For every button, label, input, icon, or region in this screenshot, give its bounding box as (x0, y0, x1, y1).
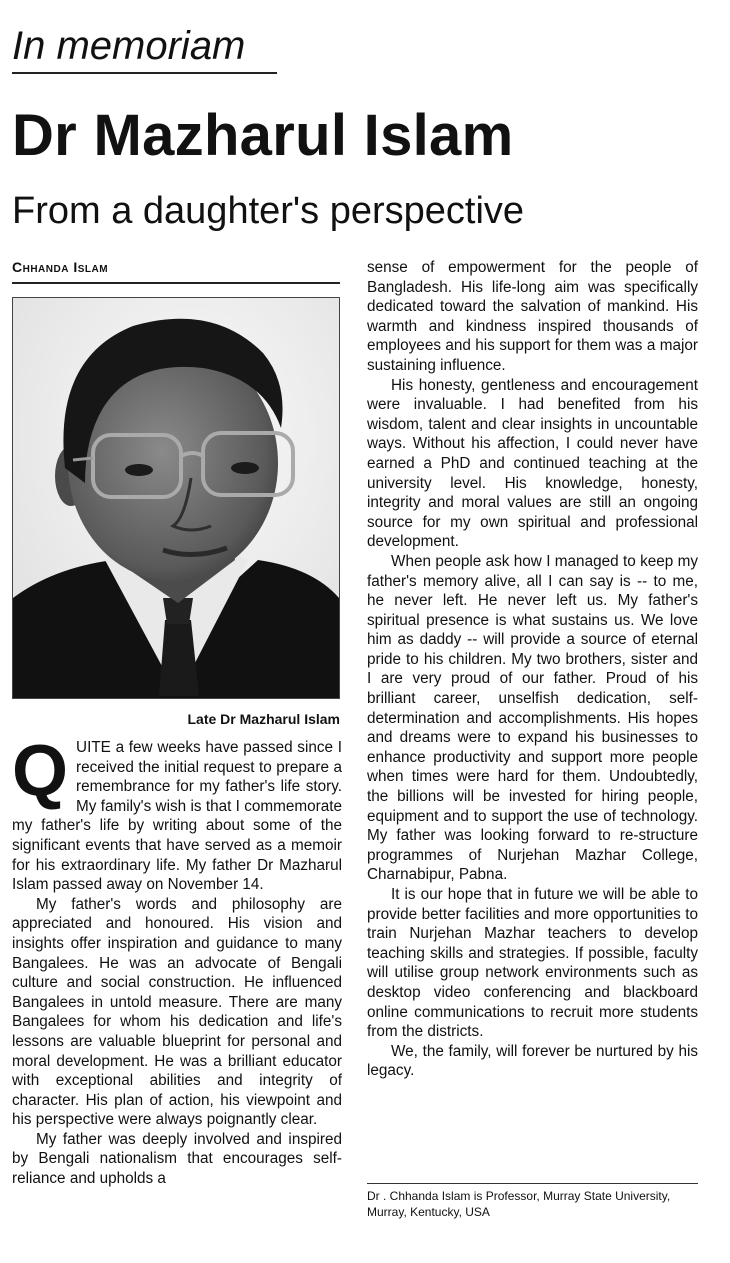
article-column-right (367, 258, 698, 1081)
photo-caption: Late Dr Mazharul Islam (187, 711, 340, 727)
article-paragraph-6: It is our hope that in future we will be able to provide better facilities and more opportunities to train Nurjehan Mazhar teachers to develop teaching skills and strategies. If possible, faculty will utilise group network environments such as desktop video conferencing and blackboard online communications to recruit more students from the districts. (367, 886, 698, 1041)
article-paragraph-3: My father was deeply involved and inspired by Bengali nationalism that encourages self-reliance and upholds a (12, 1130, 342, 1188)
byline-rule (12, 282, 340, 284)
kicker: In memoriam (12, 24, 246, 68)
portrait-icon (13, 298, 339, 698)
headline: Dr Mazharul Islam (12, 103, 514, 168)
article-paragraph-7: We, the family, will forever be nurtured by his legacy. (367, 1042, 698, 1080)
byline: Chhanda Islam (12, 259, 109, 275)
article-paragraph-2: My father's words and philosophy are appreciated and honoured. His vision and insights offer inspiration and guidance to many Bangalees. He was an advocate of Bengali culture and social construction. He influenced Bangalees in untold measure. There are many Bangalees for whom his dedication and life's lessons are valuable blueprint for personal and moral development. He was a brilliant educator with exceptional abilities and integrity of character. His plan of action, his viewpoint and his perspective were always poignantly clear. (12, 895, 342, 1129)
article-paragraph-1: QUITE a few weeks have passed since I received the initial request to prepare a remembrance for my father's life story. My family's wish is that I commemorate my father's life by writing about some of the significant events that have served as a memoir for his extraordinary life. My father Dr Mazharul Islam passed away on November 14. (12, 731, 342, 894)
article-paragraph-5: When people ask how I managed to keep my father's memory alive, all I can say is -- to me, he never left. He never left us. My father's spiritual presence is what sustains us. We love him as daddy -- will provide a source of eternal pride to his children. My two brothers, sister and I are very proud of our father. Proud of his brilliant career, unselfish dedication, self-determination and accomplishments. His hopes and dreams were to expand his businesses to enhance productivity and support more people when times were hard for them. Undoubtedly, the billions will be invested for hiring people, equipment and to support the use of technology. My father was looking forward to re-structure programmes of Nurjehan Mazhar College, Charnabipur, Pabna. (367, 552, 698, 884)
article-column-left (12, 731, 342, 1189)
portrait-photo (12, 297, 340, 699)
article-paragraph-4: His honesty, gentleness and encouragement were invaluable. I had benefited from his wisdom, talent and clear insights in uncountable ways. Without his affection, I could never have earned a PhD and continued teaching at the university level. His knowledge, honesty, integrity and moral values are still an ongoing source for my own spiritual and professional development. (367, 376, 698, 551)
drop-cap: Q (12, 731, 69, 811)
subhead: From a daughter's perspective (12, 190, 525, 232)
author-note-rule (367, 1183, 698, 1184)
article-paragraph-3-cont: sense of empowerment for the people of Bangladesh. His life-long aim was specifically dedicated toward the salvation of mankind. His warmth and kindness inspired thousands of employees and his support for them was a major sustaining influence. (367, 259, 698, 374)
author-note: Dr . Chhanda Islam is Professor, Murray State University, Murray, Kentucky, USA (367, 1189, 671, 1219)
kicker-rule (12, 72, 277, 74)
